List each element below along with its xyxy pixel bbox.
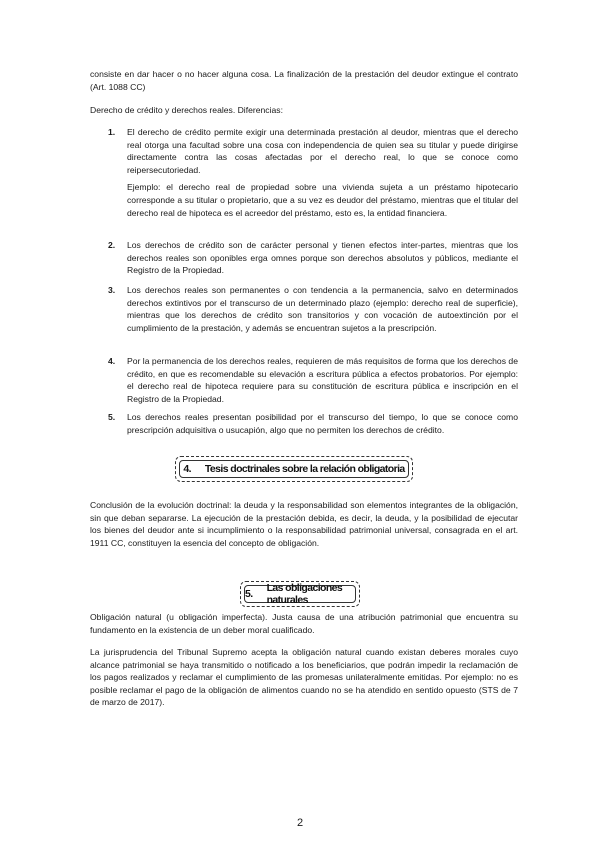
section-4-heading <box>179 460 409 478</box>
list-item-text: Los derechos de crédito son de carácter personal y tienen efectos inter-partes, mientras que los derechos reales son oponibles erga omnes porque son derechos absolutos y públicos, mediante el Registro de la Propiedad. <box>127 240 518 276</box>
section-5-heading <box>244 582 356 606</box>
list-item-number: 5. <box>108 412 116 422</box>
list-item <box>108 411 518 436</box>
list-item <box>108 355 518 411</box>
section-4-number: 4. <box>183 463 191 475</box>
section-5-number: 5. <box>245 588 253 600</box>
natural-obligation-paragraph: Obligación natural (u obligación imperfecta). Justa causa de una atribución patrimonial que encuentra su fundamento en la existencia de un deber moral cualificado. <box>90 612 518 635</box>
section-5-title: Las obligaciones naturales <box>266 582 343 606</box>
intro-paragraph: consiste en dar hacer o no hacer alguna cosa. La finalización de la prestación del deudor extingue el contrato (Art. 1088 CC) <box>90 69 518 92</box>
list-item <box>108 239 518 284</box>
list-item-text: El derecho de crédito permite exigir una determinada prestación al deudor, mientras que el derecho real otorga una facultad sobre una cosa con independencia de quien sea su titular y puede dirigirse directamente contra las cosas afectadas por el derecho real, lo que se conoce como reipersecutoriedad. <box>127 127 518 175</box>
list-item-text: Los derechos reales presentan posibilidad por el transcurso del tiempo, lo que se conoce como prescripción adquisitiva o usucapión, algo que no permiten los derechos de crédito. <box>127 412 518 435</box>
list-item-number: 1. <box>108 127 116 137</box>
page-number: 2 <box>296 817 304 829</box>
list-item-text: Los derechos reales son permanentes o con tendencia a la permanencia, salvo en determinados derechos extintivos por el transcurso de un determinado plazo (ejemplo: derecho real de superficie), mientras que los derechos de crédito son transitorios y con vocación de autoextinción por el cumplimiento de la prestación, y además se encuentran sujetos a la prescripción. <box>127 285 518 333</box>
differences-heading: Derecho de crédito y derechos reales. Diferencias: <box>90 105 283 115</box>
list-item-text: Por la permanencia de los derechos reales, requieren de más requisitos de forma que los derechos de crédito, en que es recomendable su elevación a escritura pública a efectos probatorios. Por ejemplo: el derecho real de hipoteca requiere para su constitución de escritura pública e inscripción en el Registro de la Propiedad. <box>127 356 518 404</box>
list-item-example: Ejemplo: el derecho real de propiedad sobre una vivienda sujeta a un préstamo hipotecario corresponde a su titular o propietario, que a su vez es deudor del préstamo, mientras que el titular del derecho real de hipoteca es el acreedor del préstamo, esto es, la entidad financiera. <box>127 182 518 218</box>
conclusion-paragraph: Conclusión de la evolución doctrinal: la deuda y la responsabilidad son elementos integrantes de la obligación, sin que deban separarse. La ejecución de la prestación debida, es decir, la deuda, y la posibilidad de ejecutar los bienes del deudor ante si incumplimiento o la responsabilidad patrimonial universal, consagrada en el art. 1911 CC, constituyen la esencia del concepto de obligación. <box>90 500 518 548</box>
list-item <box>108 284 518 355</box>
section-4-title: Tesis doctrinales sobre la relación obligatoria <box>204 463 405 475</box>
section-4-heading-box <box>175 456 413 482</box>
differences-list <box>108 126 518 436</box>
list-item-number: 4. <box>108 356 116 366</box>
list-item-number: 2. <box>108 240 116 250</box>
jurisprudence-paragraph: La jurisprudencia del Tribunal Supremo acepta la obligación natural cuando existan deberes morales cuyo alcance patrimonial se haya transmitido o notificado a los beneficiarios, que podrán impedir la reclamación de los pagos realizados y reclamar el cumplimiento de las promesas unilateralmente emitidas. Por ejemplo: no es posible reclamar el pago de la obligación de alimentos cuando no se ha atendido en sentido opuesto (STS de 7 de marzo de 2017). <box>90 647 518 708</box>
list-item <box>108 126 518 239</box>
section-5-heading-box <box>240 581 360 607</box>
list-item-number: 3. <box>108 285 116 295</box>
